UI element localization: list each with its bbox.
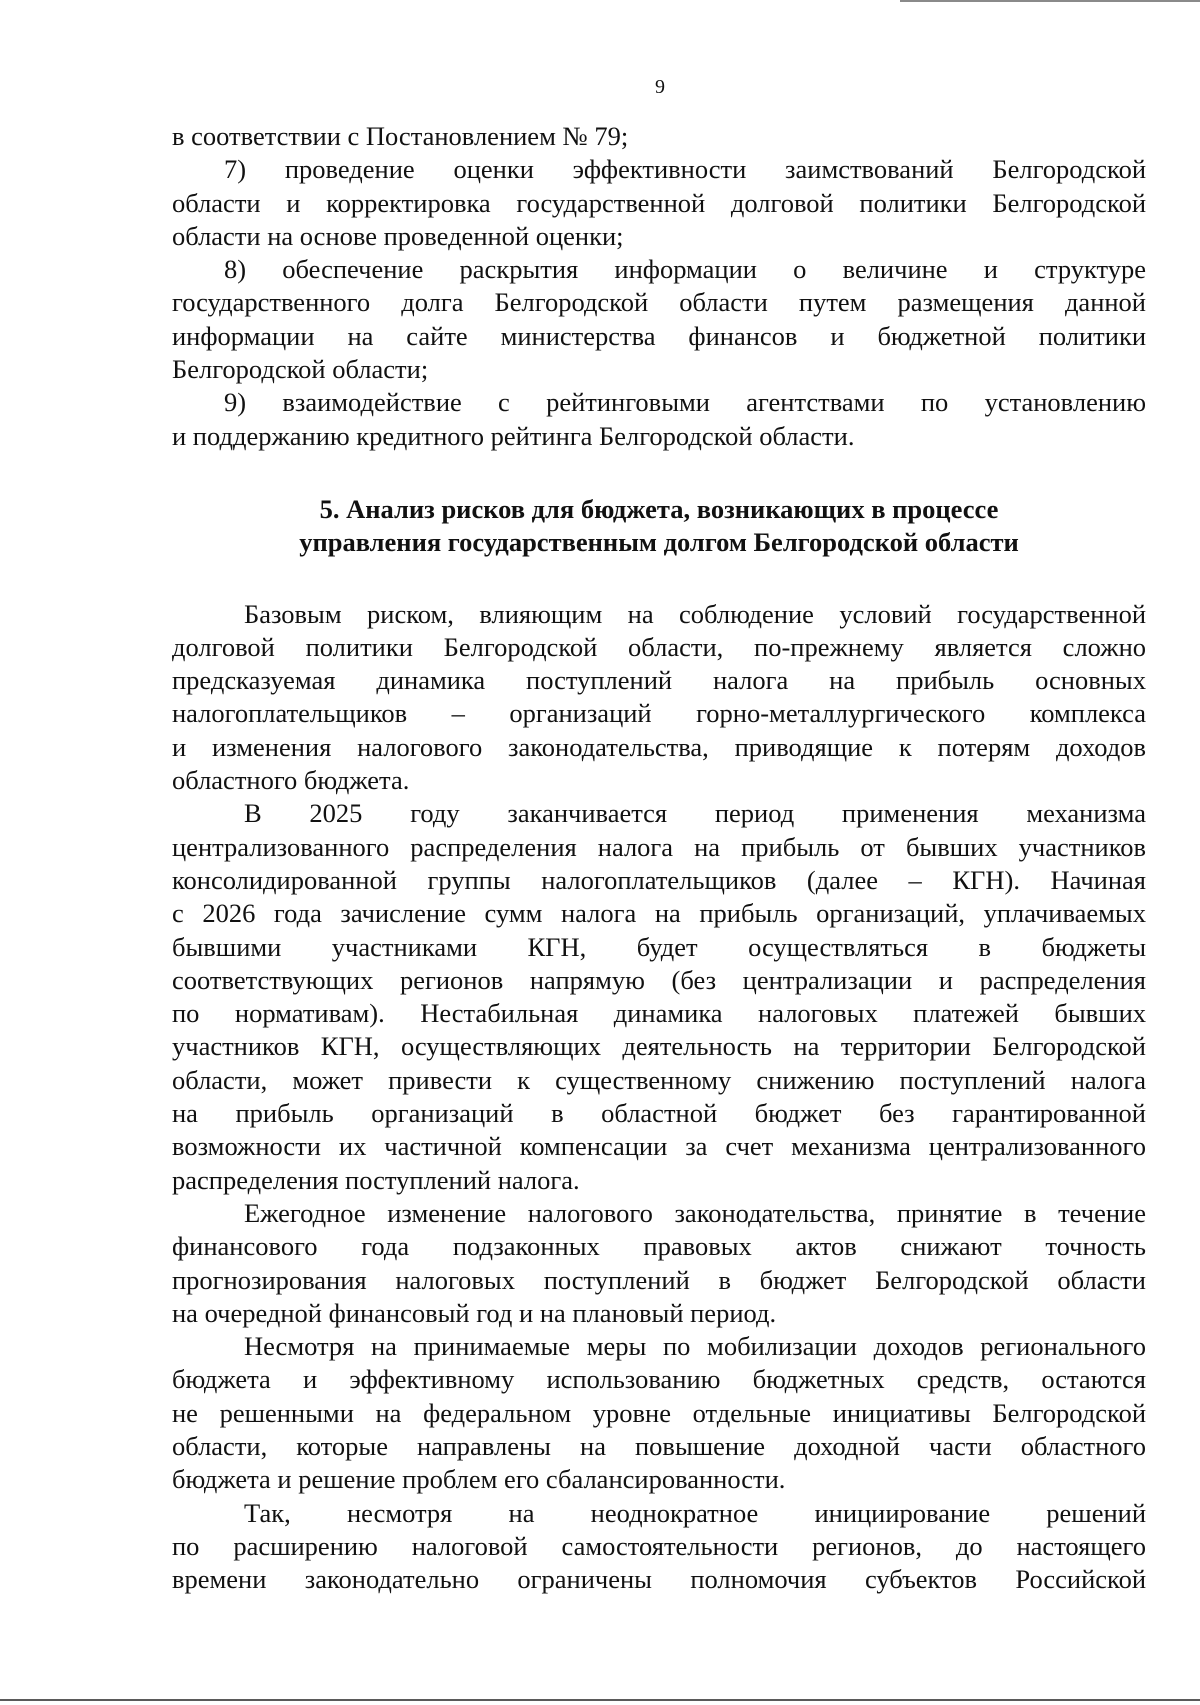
page-number: 9 <box>655 76 665 98</box>
text-line: соответствующих регионов напрямую (без централизации и распределения <box>172 964 1146 995</box>
paragraph-legislation-changes <box>172 1197 1146 1330</box>
list-item-9: 9) взаимодействие с рейтинговыми агентствами по установлению <box>224 387 1146 418</box>
text-line: государственного долга Белгородской области путем размещения данной <box>172 287 1146 318</box>
paragraph-federal-initiatives <box>172 1330 1146 1496</box>
text-line: на прибыль организаций в областной бюджет без гарантированной <box>172 1098 1146 1129</box>
text-line: налогоплательщиков – организаций горно-металлургического комплекса <box>172 698 1146 729</box>
heading-line: 5. Анализ рисков для бюджета, возникающих в процессе <box>319 493 999 524</box>
section-heading <box>172 493 1146 560</box>
text-line: области и корректировка государственной долговой политики Белгородской <box>172 187 1146 218</box>
text-line: не решенными на федеральном уровне отдельные инициативы Белгородской <box>172 1397 1146 1428</box>
text-line: Несмотря на принимаемые меры по мобилизации доходов регионального <box>244 1331 1146 1362</box>
text-line: возможности их частичной компенсации за счет механизма централизованного <box>172 1131 1146 1162</box>
text-line: участников КГН, осуществляющих деятельность на территории Белгородской <box>172 1031 1146 1062</box>
text-line: финансового года подзаконных правовых актов снижают точность <box>172 1231 1146 1262</box>
text-line: централизованного распределения налога на прибыль от бывших участников <box>172 831 1146 862</box>
paragraph-tax-autonomy <box>172 1497 1146 1597</box>
text-line: бюджета и эффективному использованию бюджетных средств, остаются <box>172 1364 1146 1395</box>
text-line: времени законодательно ограничены полномочия субъектов Российской <box>172 1564 1146 1595</box>
text-line: информации на сайте министерства финансов и бюджетной политики <box>172 320 1146 351</box>
list-continuation <box>172 120 1146 453</box>
text-line: и поддержанию кредитного рейтинга Белгородской области. <box>172 420 855 451</box>
text-line: области на основе проведенной оценки; <box>172 220 624 251</box>
paragraph-kgn <box>172 797 1146 1197</box>
text-line: Базовым риском, влияющим на соблюдение условий государственной <box>244 598 1146 629</box>
text-line: Ежегодное изменение налогового законодательства, принятие в течение <box>244 1197 1146 1228</box>
text-line: предсказуемая динамика поступлений налога на прибыль основных <box>172 665 1146 696</box>
scan-edge-top <box>900 0 1200 2</box>
text-line: по расширению налоговой самостоятельности регионов, до настоящего <box>172 1530 1146 1561</box>
text-line: области, которые направлены на повышение доходной части областного <box>172 1430 1146 1461</box>
text-line: областного бюджета. <box>172 765 410 796</box>
list-item-7: 7) проведение оценки эффективности заимствований Белгородской <box>224 154 1146 185</box>
text-line: области, может привести к существенному снижению поступлений налога <box>172 1064 1146 1095</box>
text-line: консолидированной группы налогоплательщиков (далее – КГН). Начиная <box>172 864 1146 895</box>
text-line: бюджета и решение проблем его сбалансированности. <box>172 1464 786 1495</box>
document-body <box>172 120 1146 1596</box>
text-line: бывшими участниками КГН, будет осуществляться в бюджеты <box>172 931 1146 962</box>
text-line: распределения поступлений налога. <box>172 1164 580 1195</box>
text-line: В 2025 году заканчивается период применения механизма <box>244 798 1146 829</box>
text-line: и изменения налогового законодательства, приводящие к потерям доходов <box>172 731 1146 762</box>
text-line: на очередной финансовый год и на плановый период. <box>172 1297 777 1328</box>
text-line: в соответствии с Постановлением № 79; <box>172 121 629 151</box>
text-line: Белгородской области; <box>172 354 429 385</box>
text-line: прогнозирования налоговых поступлений в бюджет Белгородской области <box>172 1264 1146 1295</box>
heading-line: управления государственным долгом Белгородской области <box>299 527 1019 558</box>
scan-edge-bottom <box>0 1699 1200 1701</box>
paragraph-base-risk <box>172 598 1146 798</box>
text-line: по нормативам). Нестабильная динамика налоговых платежей бывших <box>172 998 1146 1029</box>
list-item-8: 8) обеспечение раскрытия информации о величине и структуре <box>224 254 1146 285</box>
text-line: с 2026 года зачисление сумм налога на прибыль организаций, уплачиваемых <box>172 898 1146 929</box>
text-line: долговой политики Белгородской области, по-прежнему является сложно <box>172 631 1146 662</box>
text-line: Так, несмотря на неоднократное инициирование решений <box>244 1497 1146 1528</box>
